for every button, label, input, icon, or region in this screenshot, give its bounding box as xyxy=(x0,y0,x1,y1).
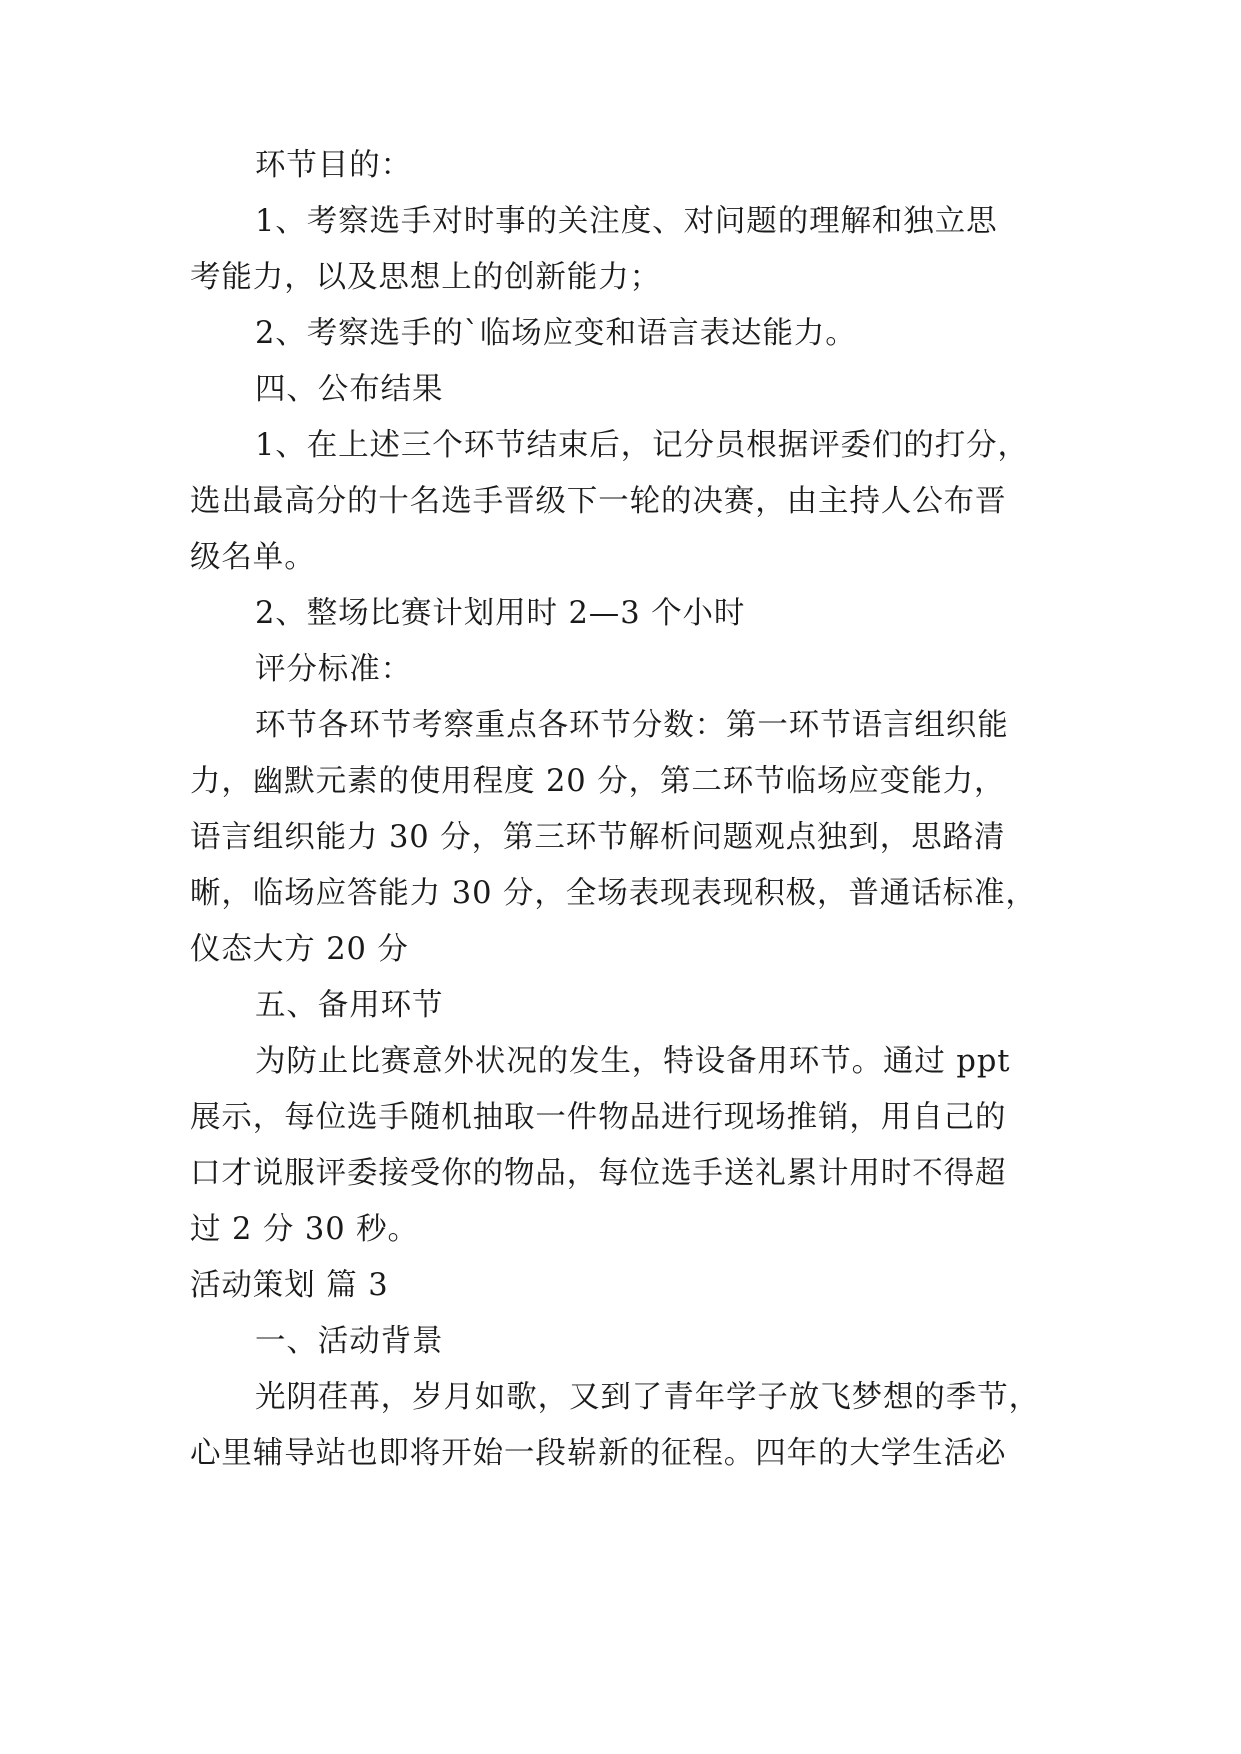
paragraph-line: 考能力，以及思想上的创新能力； xyxy=(190,260,661,295)
paragraph-line: 级名单。 xyxy=(190,540,316,575)
section-heading: 五、备用环节 xyxy=(255,988,444,1023)
paragraph-line: 环节各环节考察重点各环节分数：第一环节语言组织能 xyxy=(255,708,1009,743)
section-heading: 一、活动背景 xyxy=(255,1324,444,1359)
paragraph-line: 选出最高分的十名选手晋级下一轮的决赛，由主持人公布晋 xyxy=(190,484,1007,519)
article-title: 活动策划 篇 3 xyxy=(190,1268,389,1303)
paragraph-line: 1、考察选手对时事的关注度、对问题的理解和独立思 xyxy=(255,204,998,239)
paragraph-line: 环节目的： xyxy=(255,148,412,183)
paragraph-line: 2、整场比赛计划用时 2—3 个小时 xyxy=(255,596,746,631)
paragraph-line: 仪态大方 20 分 xyxy=(190,932,409,967)
paragraph-line: 晰，临场应答能力 30 分，全场表现表现积极，普通话标准， xyxy=(190,876,1037,911)
paragraph-line: 心里辅导站也即将开始一段崭新的征程。四年的大学生活必 xyxy=(190,1436,1007,1471)
paragraph-line: 过 2 分 30 秒。 xyxy=(190,1212,419,1247)
paragraph-line: 评分标准： xyxy=(255,652,412,687)
paragraph-line: 力，幽默元素的使用程度 20 分，第二环节临场应变能力， xyxy=(190,764,1006,799)
paragraph-line: 语言组织能力 30 分，第三环节解析问题观点独到，思路清 xyxy=(190,820,1006,855)
paragraph-line: 1、在上述三个环节结束后，记分员根据评委们的打分， xyxy=(255,428,1029,463)
paragraph-line: 展示，每位选手随机抽取一件物品进行现场推销，用自己的 xyxy=(190,1100,1007,1135)
paragraph-line: 光阴荏苒，岁月如歌，又到了青年学子放飞梦想的季节， xyxy=(255,1380,1040,1415)
paragraph-line: 口才说服评委接受你的物品，每位选手送礼累计用时不得超 xyxy=(190,1156,1007,1191)
section-heading: 四、公布结果 xyxy=(255,372,444,407)
paragraph-line: 为防止比赛意外状况的发生，特设备用环节。通过 ppt xyxy=(255,1044,1011,1079)
paragraph-line: 2、考察选手的`临场应变和语言表达能力。 xyxy=(255,316,857,351)
